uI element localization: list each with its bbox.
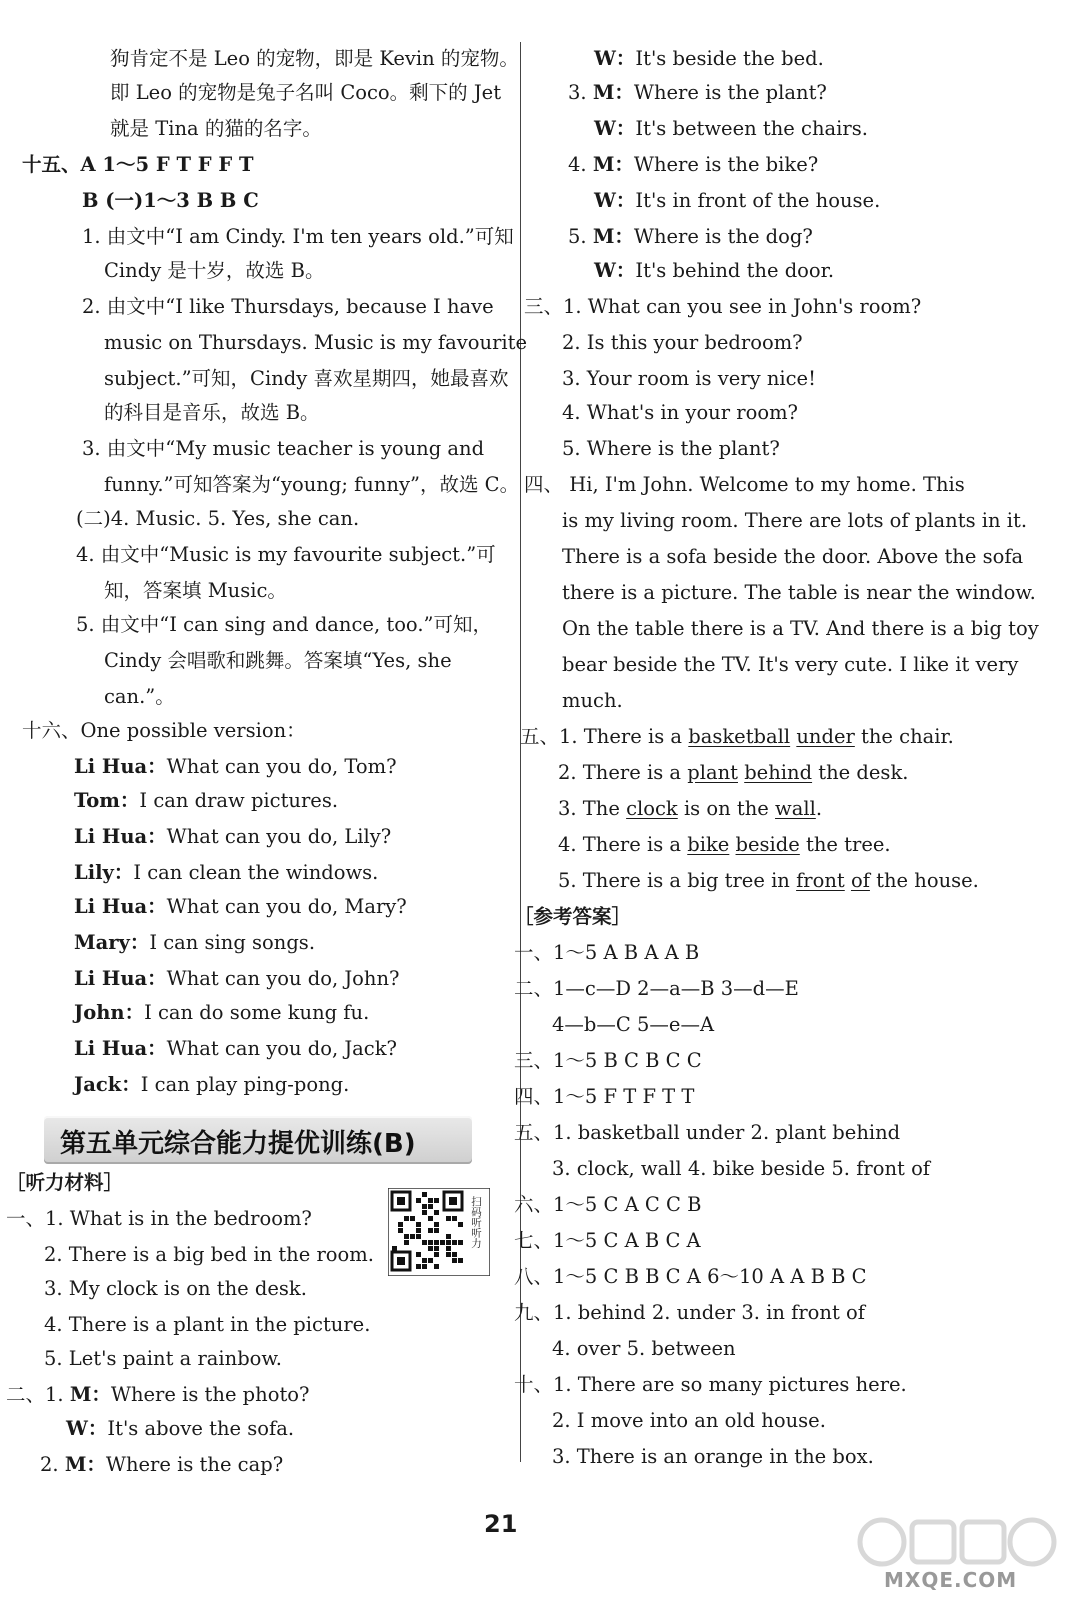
right-text-line <box>562 436 780 462</box>
right-text-line <box>594 188 880 214</box>
text-segment: 4. <box>568 153 593 176</box>
right-text-line <box>552 1336 736 1362</box>
left-text-line <box>74 1036 397 1062</box>
text-segment: 2. I move into an old house. <box>552 1409 826 1432</box>
text-segment: Where is the dog? <box>633 225 813 248</box>
left-text-line <box>104 472 519 498</box>
text-segment: Cindy 是十岁，故选 B。 <box>104 259 325 282</box>
text-segment: 4. There is a <box>558 833 688 856</box>
text-segment: What can you do, John? <box>166 967 400 990</box>
text-segment: What can you do, Lily? <box>166 825 392 848</box>
left-text-line <box>104 648 452 674</box>
underlined-answer: behind <box>744 761 813 784</box>
text-segment: 十六、One possible version： <box>22 719 306 742</box>
text-segment: It's above the sofa. <box>107 1417 295 1440</box>
right-text-line <box>568 80 827 106</box>
text-segment: much. <box>562 689 623 712</box>
bold-label: Tom： <box>74 789 140 812</box>
left-text-line <box>74 966 400 992</box>
text-segment: 3. The <box>558 797 627 820</box>
left-text-line <box>44 1312 370 1338</box>
bold-label: B (一)1～3 B B C <box>82 189 259 212</box>
left-text-line <box>82 436 484 462</box>
text-segment: 2. There is a big bed in the room. <box>44 1243 374 1266</box>
bold-label: W： <box>594 259 636 282</box>
left-text-line <box>22 718 306 744</box>
text-segment: 3. clock, wall 4. bike beside 5. front of <box>552 1157 931 1180</box>
left-text-line <box>76 612 492 638</box>
text-segment: 4. There is a plant in the picture. <box>44 1313 371 1336</box>
left-text-line <box>6 1170 123 1196</box>
right-text-line <box>524 472 965 498</box>
text-segment: 就是 Tina 的猫的名字。 <box>110 117 322 140</box>
text-segment: 四、1～5 F T F T T <box>514 1085 695 1108</box>
right-text-line <box>562 400 798 426</box>
right-text-line <box>558 832 891 858</box>
right-text-line <box>562 616 1039 642</box>
text-segment: 九、1. behind 2. under 3. in front of <box>514 1301 865 1324</box>
text-segment: 2. <box>40 1453 65 1476</box>
left-text-line <box>104 366 508 392</box>
text-segment: 四、 Hi, I'm John. Welcome to my home. This <box>524 473 965 496</box>
bold-label: Li Hua： <box>74 825 167 848</box>
right-text-line <box>562 508 1027 534</box>
text-segment: 八、1～5 C B B C A 6～10 A A B B C <box>514 1265 867 1288</box>
left-text-line <box>74 1000 369 1026</box>
text-segment: 一、1～5 A B A A B <box>514 941 700 964</box>
text-segment: 三、1～5 B C B C C <box>514 1049 702 1072</box>
right-text-line <box>558 796 822 822</box>
text-segment: 4. 由文中“Music is my favourite subject.”可 <box>76 543 496 566</box>
text-segment: 十、1. There are so many pictures here. <box>514 1373 907 1396</box>
left-text-line <box>44 1276 307 1302</box>
right-text-line <box>558 760 908 786</box>
bold-label: Mary： <box>74 931 150 954</box>
text-segment: 二、1. <box>6 1383 70 1406</box>
text-segment: 一、1. What is in the bedroom? <box>6 1207 312 1230</box>
text-segment: What can you do, Jack? <box>166 1037 397 1060</box>
section-title: 第五单元综合能力提优训练(B) <box>60 1129 416 1159</box>
underlined-answer: front <box>796 869 845 892</box>
text-segment: 二、1—c—D 2—a—B 3—d—E <box>514 977 799 1000</box>
bold-label: ［参考答案］ <box>514 905 632 928</box>
bold-label: Lily： <box>74 861 134 884</box>
right-text-line <box>520 724 954 750</box>
text-segment: 3. <box>568 81 593 104</box>
left-text-line <box>66 1416 294 1442</box>
left-text-line <box>22 152 254 178</box>
text-segment: is my living room. There are lots of plants in it. <box>562 509 1028 532</box>
underlined-answer: clock <box>626 797 678 820</box>
text-segment: It's between the chairs. <box>635 117 868 140</box>
right-text-line <box>594 46 824 72</box>
text-segment: There is a sofa beside the door. Above the sofa <box>562 545 1024 568</box>
text-segment: music on Thursdays. Music is my favourite <box>104 331 528 354</box>
left-text-line <box>82 188 259 214</box>
bold-label: W： <box>66 1417 108 1440</box>
left-text-line <box>6 1382 310 1408</box>
left-text-line <box>104 684 175 710</box>
left-text-line <box>74 754 397 780</box>
text-segment: 5. 由文中“I can sing and dance, too.”可知， <box>76 613 492 636</box>
underlined-answer: under <box>796 725 855 748</box>
bold-label: Li Hua： <box>74 967 167 990</box>
text-segment: Where is the plant? <box>633 81 827 104</box>
text-segment: Where is the bike? <box>633 153 819 176</box>
left-text-line <box>74 1072 349 1098</box>
left-text-line <box>40 1452 283 1478</box>
right-text-line <box>594 258 834 284</box>
underlined-answer: of <box>850 869 870 892</box>
left-text-line <box>104 258 324 284</box>
text-segment: 五、1. There is a <box>520 725 689 748</box>
left-text-line <box>82 224 514 250</box>
text-segment: 1. 由文中“I am Cindy. I'm ten years old.”可知 <box>82 225 514 248</box>
text-segment: It's beside the bed. <box>635 47 824 70</box>
right-text-line <box>562 544 1023 570</box>
right-text-line <box>514 1084 694 1110</box>
left-text-line <box>110 80 501 106</box>
bold-label: M： <box>64 1453 106 1476</box>
text-segment: I can draw pictures. <box>139 789 339 812</box>
text-segment: 2. There is a <box>558 761 688 784</box>
right-text-line <box>514 1372 907 1398</box>
text-segment: What can you do, Tom? <box>166 755 397 778</box>
text-segment: funny.”可知答案为“young; funny”，故选 C。 <box>104 473 520 496</box>
text-segment: 的科目是音乐，故选 B。 <box>104 401 320 424</box>
text-segment: can.”。 <box>104 685 175 708</box>
bold-label: Li Hua： <box>74 755 167 778</box>
text-segment: the house. <box>869 869 979 892</box>
text-segment: Cindy 会唱歌和跳舞。答案填“Yes, she <box>104 649 452 672</box>
text-segment: 3. There is an orange in the box. <box>552 1445 874 1468</box>
left-text-line <box>6 1206 312 1232</box>
right-text-line <box>514 1048 702 1074</box>
text-segment: 4—b—C 5—e—A <box>552 1013 715 1036</box>
right-text-line <box>514 1264 867 1290</box>
left-text-line <box>74 788 338 814</box>
left-text-line <box>104 330 527 356</box>
right-text-line <box>568 152 818 178</box>
qr-code-image <box>388 1188 490 1276</box>
left-text-line <box>110 116 322 142</box>
text-segment: Where is the cap? <box>105 1453 284 1476</box>
right-text-line <box>562 580 1036 606</box>
left-text-line <box>104 400 320 426</box>
underlined-answer: plant <box>687 761 738 784</box>
text-segment: 3. My clock is on the desk. <box>44 1277 307 1300</box>
text-segment: What can you do, Mary? <box>166 895 407 918</box>
underlined-answer: wall <box>775 797 816 820</box>
right-text-line <box>562 652 1018 678</box>
bold-label: Li Hua： <box>74 895 167 918</box>
watermark-text: MXQE.COM <box>884 1568 1018 1592</box>
right-text-line <box>514 940 699 966</box>
left-text-line <box>44 1346 282 1372</box>
text-segment: 狗肯定不是 Leo 的宠物，即是 Kevin 的宠物。 <box>110 47 519 70</box>
text-segment: On the table there is a TV. And there is a big toy <box>562 617 1039 640</box>
left-text-line <box>74 860 378 886</box>
right-text-line <box>552 1408 826 1434</box>
text-segment: is on the <box>677 797 776 820</box>
text-segment: It's behind the door. <box>635 259 835 282</box>
text-segment: I can sing songs. <box>149 931 316 954</box>
underlined-answer: bike <box>687 833 730 856</box>
right-text-line <box>524 294 921 320</box>
bold-label: W： <box>594 117 636 140</box>
text-segment: 五、1. basketball under 2. plant behind <box>514 1121 901 1144</box>
text-segment: 5. Where is the plant? <box>562 437 780 460</box>
text-segment: (二)4. Music. 5. Yes, she can. <box>76 507 360 530</box>
text-segment: the desk. <box>812 761 909 784</box>
text-segment: 3. Your room is very nice! <box>562 367 816 390</box>
text-segment: the tree. <box>799 833 891 856</box>
left-text-line <box>76 506 359 532</box>
text-segment: 5. <box>568 225 593 248</box>
bold-label: W： <box>594 189 636 212</box>
text-segment: 六、1～5 C A C C B <box>514 1193 702 1216</box>
bold-label: M： <box>592 153 634 176</box>
text-segment: 即 Leo 的宠物是兔子名叫 Coco。剩下的 Jet <box>110 81 502 104</box>
right-text-line <box>514 1228 701 1254</box>
left-text-line <box>44 1242 374 1268</box>
right-text-line <box>562 688 623 714</box>
text-segment: 知，答案填 Music。 <box>104 579 287 602</box>
text-segment: there is a picture. The table is near the window. <box>562 581 1036 604</box>
right-text-line <box>514 904 631 930</box>
bold-label: M： <box>592 225 634 248</box>
text-segment: 5. Let's paint a rainbow. <box>44 1347 282 1370</box>
underlined-answer: basketball <box>688 725 791 748</box>
section-banner <box>44 1116 472 1164</box>
text-segment: I can clean the windows. <box>133 861 379 884</box>
right-text-line <box>562 366 816 392</box>
text-segment: 2. 由文中“I like Thursdays, because I have <box>82 295 494 318</box>
left-text-line <box>74 824 391 850</box>
text-segment: I can do some kung fu. <box>144 1001 370 1024</box>
text-segment: 4. What's in your room? <box>562 401 799 424</box>
text-segment: bear beside the TV. It's very cute. I like it very <box>562 653 1019 676</box>
right-text-line <box>558 868 979 894</box>
qr-caption: 扫码听听力 <box>470 1196 482 1249</box>
text-segment: subject.”可知，Cindy 喜欢星期四，她最喜欢 <box>104 367 509 390</box>
underlined-answer: beside <box>735 833 800 856</box>
text-segment: 5. There is a big tree in <box>558 869 797 892</box>
text-segment: 2. Is this your bedroom? <box>562 331 803 354</box>
left-text-line <box>104 578 287 604</box>
bold-label: M： <box>69 1383 111 1406</box>
right-text-line <box>514 1192 701 1218</box>
bold-label: Li Hua： <box>74 1037 167 1060</box>
text-segment: 七、1～5 C A B C A <box>514 1229 701 1252</box>
left-text-line <box>74 930 315 956</box>
right-text-line <box>514 976 799 1002</box>
bold-label: M： <box>592 81 634 104</box>
left-text-line <box>76 542 496 568</box>
bold-label: W： <box>594 47 636 70</box>
bold-label: Jack： <box>74 1073 141 1096</box>
right-text-line <box>514 1300 865 1326</box>
text-segment: Where is the photo? <box>110 1383 310 1406</box>
page-number: 21 <box>484 1510 518 1538</box>
right-text-line <box>552 1444 874 1470</box>
right-text-line <box>562 330 803 356</box>
bold-label: John： <box>74 1001 145 1024</box>
right-text-line <box>594 116 868 142</box>
right-text-line <box>552 1156 930 1182</box>
bold-label: 十五、A 1～5 F T F F T <box>22 153 254 176</box>
right-text-line <box>568 224 813 250</box>
text-segment: I can play ping-pong. <box>140 1073 350 1096</box>
text-segment: It's in front of the house. <box>635 189 881 212</box>
left-text-line <box>82 294 494 320</box>
text-segment: 4. over 5. between <box>552 1337 736 1360</box>
text-segment: 三、1. What can you see in John's room? <box>524 295 922 318</box>
text-segment: . <box>815 797 823 820</box>
text-segment: 3. 由文中“My music teacher is young and <box>82 437 485 460</box>
text-segment: the chair. <box>854 725 954 748</box>
right-text-line <box>514 1120 900 1146</box>
left-text-line <box>110 46 519 72</box>
right-text-line <box>552 1012 714 1038</box>
bold-label: ［听力材料］ <box>6 1171 124 1194</box>
left-text-line <box>74 894 407 920</box>
